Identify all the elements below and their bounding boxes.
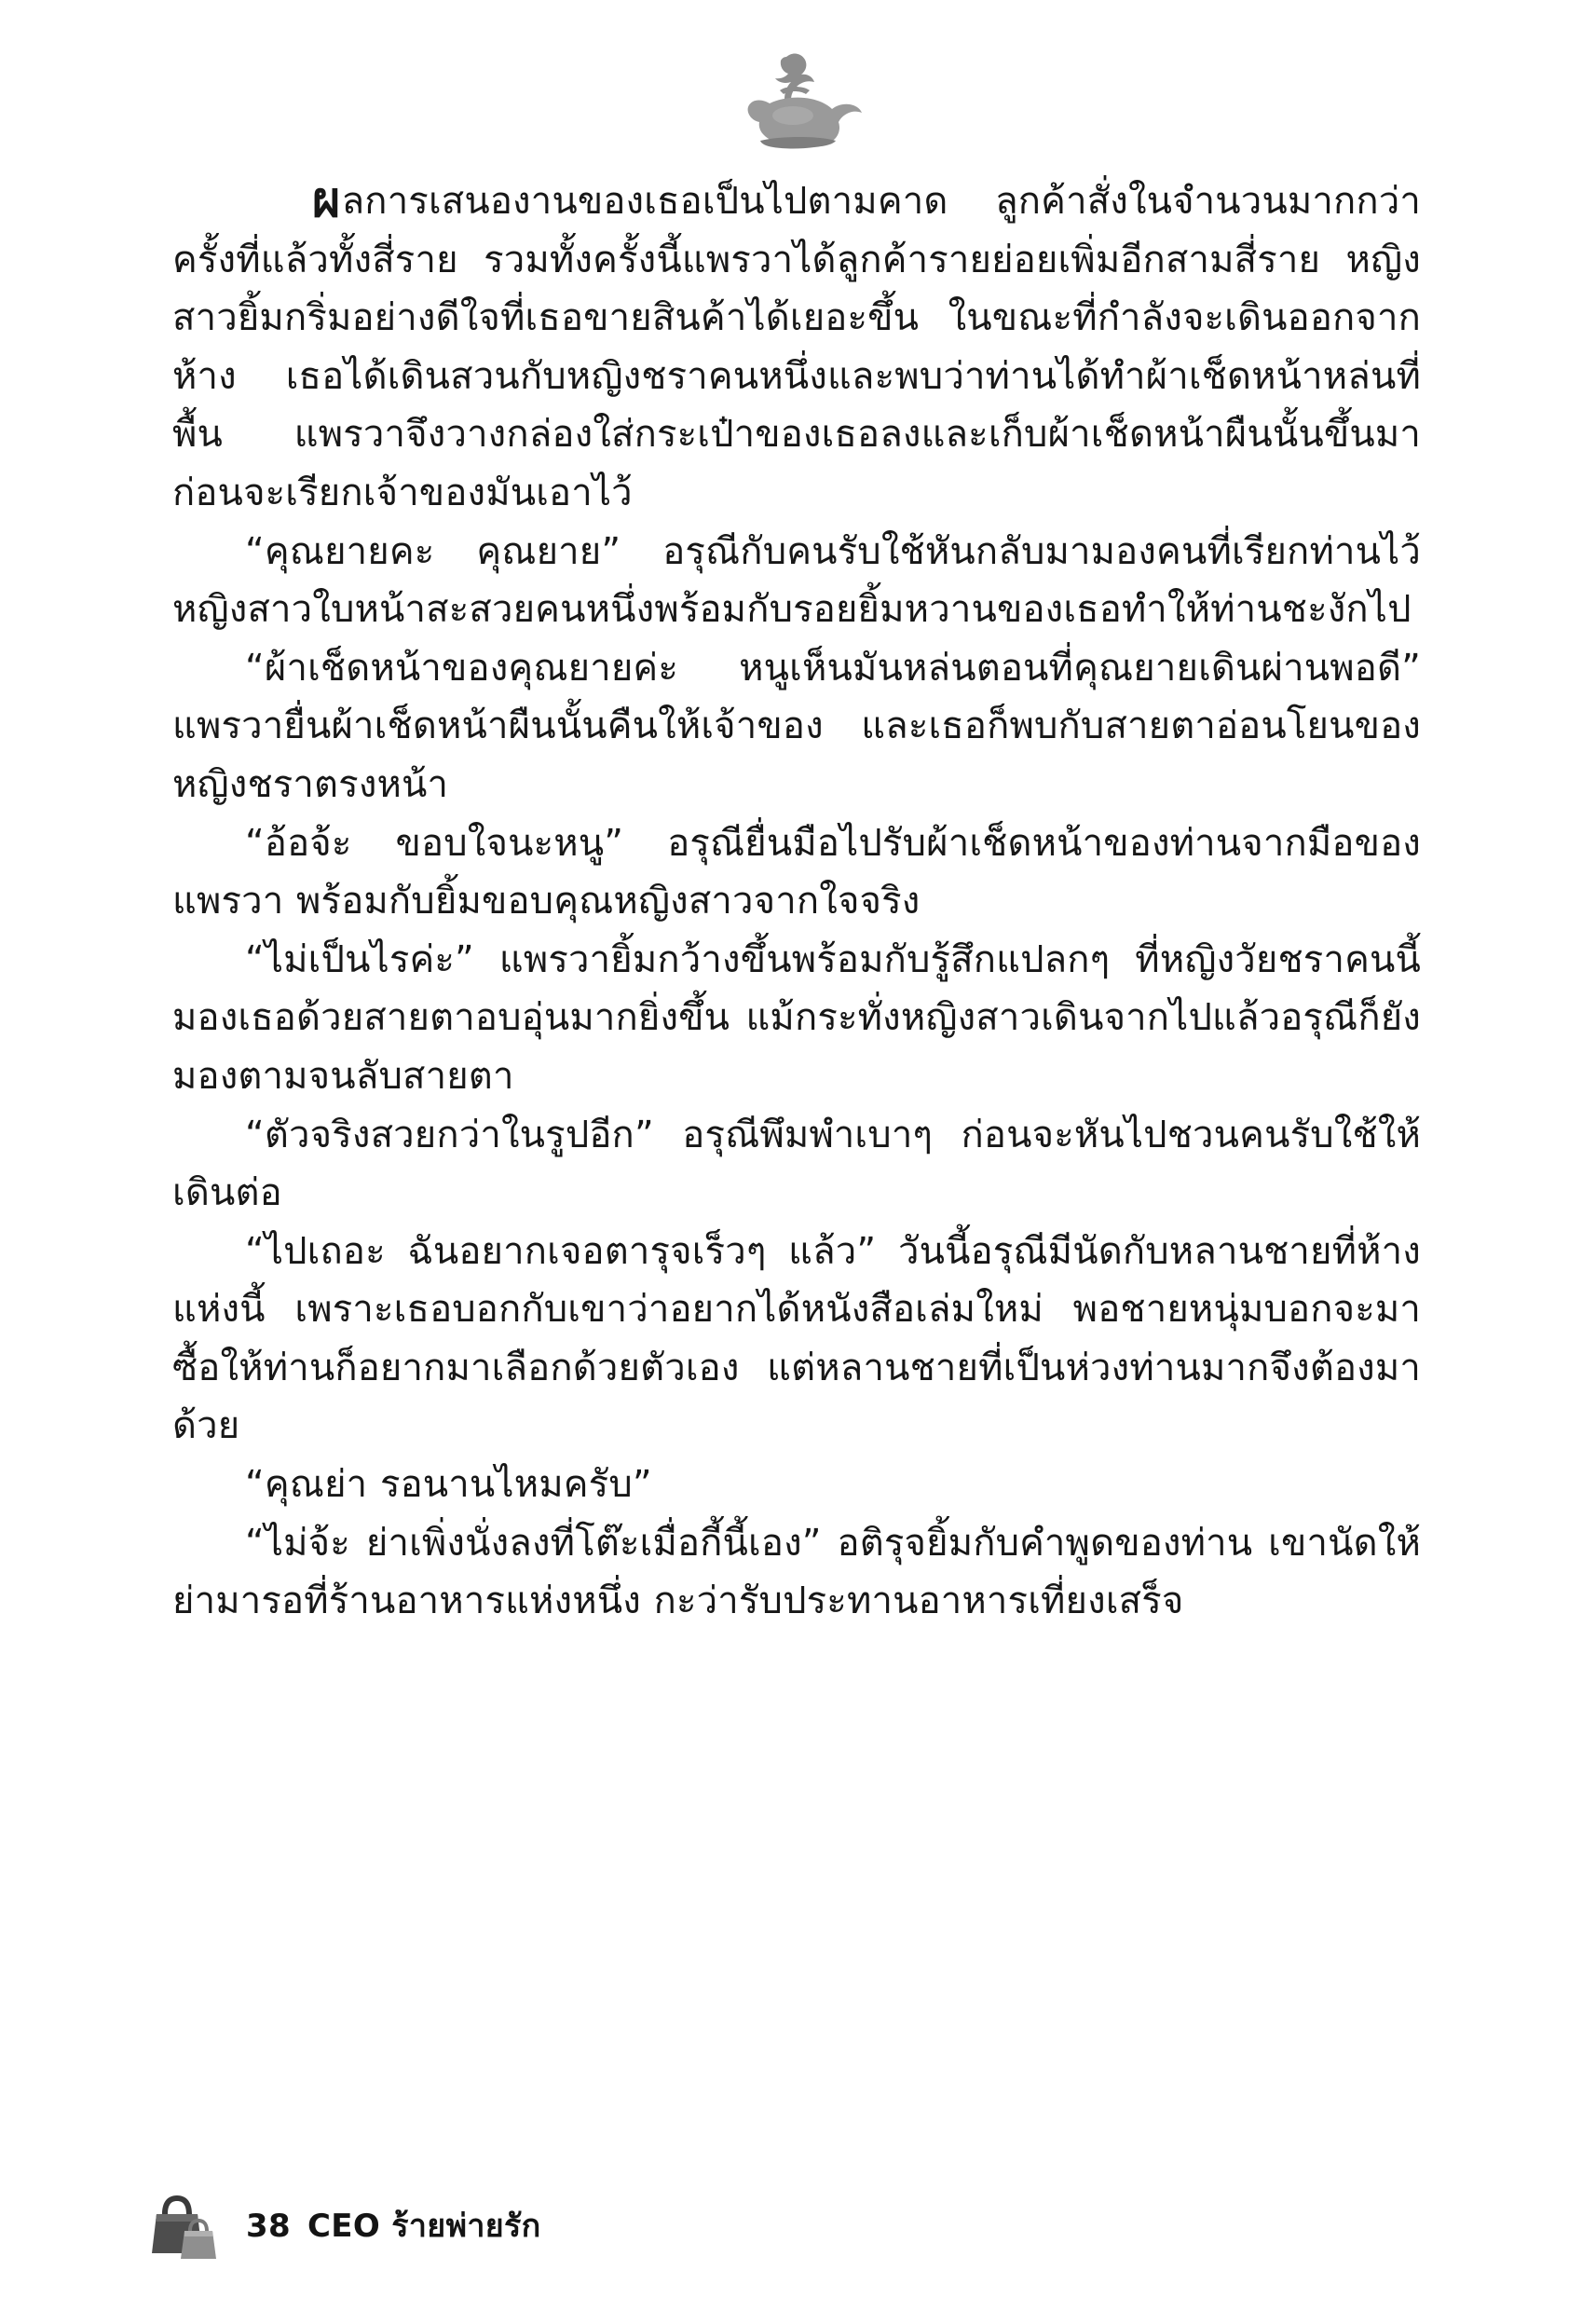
paragraph-1 [172,172,1421,523]
header-ornament [0,0,1596,172]
paragraph-6: “ตัวจริงสวยกว่าในรูปอีก” อรุณีพึมพำเบาๆ ก่อนจะหันไปชวนคนรับใช้ให้เดินต่อ [172,1113,1421,1215]
genie-lamp-icon [729,49,868,152]
page-number: 38 [246,2208,291,2245]
paragraph-9: “ไม่จ้ะ ย่าเพิ่งนั่งลงที่โต๊ะเมื่อกี้นี้เอง” อติรุจยิ้มกับคำพูดของท่าน เขานัดให้ย่ามารอที่ร้านอาหารแห่งหนึ่ง กะว่ารับประทานอาหารเที่ยงเสร็จ [172,1521,1421,1623]
footer-label [246,2200,541,2250]
paragraph-1-text: ลการเสนองานของเธอเป็นไปตามคาด ลูกค้าสั่งในจำนวนมากกว่าครั้งที่แล้วทั้งสี่ราย รวมทั้งครั้งนี้แพรวาได้ลูกค้ารายย่อยเพิ่มอีกสามสี่ราย หญิงสาวยิ้มกริ่มอย่างดีใจที่เธอขายสินค้าได้เยอะขึ้น ในขณะที่กำลังจะเดินออกจากห้าง เธอได้เดินสวนกับหญิงชราคนหนึ่งและพบว่าท่านได้ทำผ้าเช็ดหน้าหล่นที่พื้น แพรวาจึงวางกล่องใส่กระเป๋าของเธอลงและเก็บผ้าเช็ดหน้าผืนนั้นขึ้นมาก่อนจะเรียกเจ้าของมันเอาไว้ [172,180,1421,514]
handbag-icon [140,2186,225,2264]
paragraph-2: “คุณยายคะ คุณยาย” อรุณีกับคนรับใช้หันกลับมามองคนที่เรียกท่านไว้ หญิงสาวใบหน้าสะสวยคนหนึ่งพร้อมกับรอยยิ้มหวานของเธอทำให้ท่านชะงักไป [172,529,1421,632]
drop-cap: ผ [312,171,341,228]
page-footer [0,2171,1596,2311]
book-title: CEO ร้ายพ่ายรัก [307,2208,541,2245]
paragraph-7: “ไปเถอะ ฉันอยากเจอตารุจเร็วๆ แล้ว” วันนี้อรุณีมีนัดกับหลานชายที่ห้างแห่งนี้ เพราะเธอบอกกับเขาว่าอยากได้หนังสือเล่มใหม่ พอชายหนุ่มบอกจะมาซื้อให้ท่านก็อยากมาเลือกด้วยตัวเอง แต่หลานชายที่เป็นห่วงท่านมากจึงต้องมาด้วย [172,1229,1421,1448]
paragraph-4: “อ้อจ้ะ ขอบใจนะหนู” อรุณียื่นมือไปรับผ้าเช็ดหน้าของท่านจากมือของแพรวา พร้อมกับยิ้มขอบคุณหญิงสาวจากใจจริง [172,821,1421,923]
paragraph-3: “ผ้าเช็ดหน้าของคุณยายค่ะ หนูเห็นมันหล่นตอนที่คุณยายเดินผ่านพอดี” แพรวายื่นผ้าเช็ดหน้าผืนนั้นคืนให้เจ้าของ และเธอก็พบกับสายตาอ่อนโยนของหญิงชราตรงหน้า [172,646,1421,806]
page-content [0,172,1596,2171]
paragraph-5: “ไม่เป็นไรค่ะ” แพรวายิ้มกว้างขึ้นพร้อมกับรู้สึกแปลกๆ ที่หญิงวัยชราคนนี้มองเธอด้วยสายตาอบอุ่นมากยิ่งขึ้น แม้กระทั่งหญิงสาวเดินจากไปแล้วอรุณีก็ยังมองตามจนลับสายตา [172,937,1421,1098]
paragraph-8: “คุณย่า รอนานไหมครับ” [245,1463,652,1507]
